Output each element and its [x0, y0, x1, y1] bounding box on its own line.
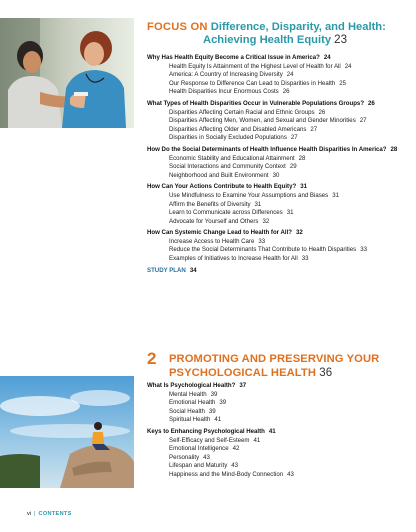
toc-subentry [147, 437, 407, 446]
toc-entry-text: Personality [169, 453, 200, 461]
toc-subentry [147, 246, 407, 255]
toc-entry-text: Keys to Enhancing Psychological Health [147, 427, 265, 435]
toc-page-number: 31 [286, 209, 294, 217]
toc-entry-text: Emotional Intelligence [169, 445, 229, 453]
toc-entry-text: Advocate for Yourself and Others [169, 217, 259, 225]
toc-page-number: 33 [301, 255, 309, 263]
toc-entry-text: How Can Your Actions Contribute to Health Equity? [147, 183, 297, 191]
toc-entry-text: Reduce the Social Determinants That Contribute to Health Disparities [169, 246, 357, 254]
toc-section-heading [147, 382, 407, 391]
toc-subentry [147, 80, 407, 89]
toc-subentry [147, 209, 407, 218]
toc-subentry [147, 255, 407, 264]
toc-subentry [147, 471, 407, 480]
toc-page-number: 25 [339, 79, 346, 87]
toc-page-number: 41 [214, 416, 222, 424]
toc-subentry [147, 391, 407, 400]
toc-page-number: 32 [296, 229, 303, 237]
toc-page-number: 42 [232, 445, 240, 453]
toc-entry-text: Use Mindfulness to Examine Your Assumptions and Biases [169, 191, 329, 199]
toc-subentry [147, 454, 407, 463]
study-plan-label: STUDY PLAN [147, 266, 186, 274]
toc-entry-text: Affirm the Benefits of Diversity [169, 200, 251, 208]
toc-subentry [147, 238, 407, 247]
toc-page-number: 31 [254, 200, 262, 208]
toc-page-number: 31 [300, 183, 307, 191]
footer-section: CONTENTS [38, 511, 72, 517]
toc-section-heading [147, 428, 407, 437]
nurse-patient-photo [0, 18, 134, 128]
toc-entry-text: What Types of Health Disparities Occur in Vulnerable Populations Groups? [147, 99, 365, 107]
toc-page-number: 26 [368, 99, 375, 107]
toc-page-number: 28 [298, 154, 306, 162]
chapter-title-line1: PROMOTING AND PRESERVING YOUR [169, 353, 380, 365]
toc-entry-text: Examples of Initiatives to Increase Health for All [169, 255, 298, 263]
toc-entry-text: Emotional Health [169, 399, 216, 407]
toc-page-number: 24 [344, 62, 352, 70]
toc-subentry [147, 399, 407, 408]
toc-page-number: 33 [360, 246, 367, 254]
toc-subentry [147, 88, 407, 97]
toc-page-number: 37 [239, 382, 247, 389]
toc-page-number: 28 [390, 145, 398, 153]
toc-page-number: 27 [290, 134, 298, 142]
study-plan-entry [147, 267, 407, 276]
toc-entry-text: Health Equity Is Attainment of the Highest Level of Health for All [169, 62, 341, 70]
toc-page-number: 31 [332, 191, 339, 199]
toc-entry-text: Mental Health [169, 390, 207, 398]
toc-subentry [147, 126, 407, 135]
toc-entry-text: Neighborhood and Built Environment [169, 171, 269, 179]
toc-entry-text: Self-Efficacy and Self-Esteem [169, 436, 250, 444]
toc-entry-text: Disparities in Socially Excluded Populations [169, 134, 287, 142]
toc-entry-text: How Can Systemic Change Lead to Health for All? [147, 229, 293, 237]
toc-section-heading [147, 54, 407, 63]
toc-subentry [147, 109, 407, 118]
study-plan-page-number: 34 [189, 266, 197, 274]
toc-section-heading [147, 229, 407, 238]
toc-subentry [147, 408, 407, 417]
toc-entry-text: How Do the Social Determinants of Health Influence Health Disparities In America? [147, 145, 387, 153]
focus-title-line1: Difference, Disparity, and Health: [210, 21, 386, 33]
toc-subentry [147, 117, 407, 126]
toc-entry-text: What Is Psychological Health? [147, 382, 236, 389]
focus-toc-list [147, 54, 407, 275]
toc-entry-text: America: A Country of Increasing Diversity [169, 71, 283, 79]
chapter-page-number: 36 [319, 366, 333, 379]
toc-subentry [147, 71, 407, 80]
focus-page-number: 23 [334, 34, 347, 46]
focus-title-line2: Achieving Health Equity [203, 34, 332, 46]
chapter-number: 2 [147, 349, 157, 368]
focus-label: FOCUS ON [147, 21, 208, 33]
toc-page-number: 43 [203, 453, 210, 461]
focus-section-heading [147, 21, 409, 47]
toc-page-number: 29 [289, 163, 297, 171]
footer-separator: | [34, 511, 36, 517]
toc-subentry [147, 155, 407, 164]
toc-page-number: 33 [258, 237, 266, 245]
page-footer [27, 510, 72, 518]
toc-page-number: 39 [210, 390, 218, 398]
toc-entry-text: Lifespan and Maturity [169, 462, 228, 470]
toc-page-number: 39 [219, 399, 227, 407]
toc-subentry [147, 163, 407, 172]
toc-section-heading [147, 100, 407, 109]
toc-subentry [147, 172, 407, 181]
toc-page-number: 41 [268, 427, 276, 435]
toc-page-number: 41 [253, 436, 261, 444]
toc-subentry [147, 201, 407, 210]
toc-page-number: 30 [272, 171, 280, 179]
toc-subentry [147, 445, 407, 454]
toc-page-number: 32 [262, 217, 270, 225]
toc-subentry [147, 134, 407, 143]
toc-page-number: 43 [231, 462, 239, 470]
toc-entry-text: Disparities Affecting Older and Disabled Americans [169, 125, 307, 133]
toc-entry-text: Happiness and the Mind-Body Connection [169, 470, 284, 478]
toc-entry-text: Our Response to Difference Can Lead to Disparities in Health [169, 79, 336, 87]
toc-page-number: 24 [286, 71, 294, 79]
toc-page-number: 24 [323, 54, 331, 61]
toc-entry-text: Increase Access to Health Care [169, 237, 255, 245]
toc-subentry [147, 63, 407, 72]
toc-entry-text: Social Interactions and Community Context [169, 163, 286, 171]
toc-entry-text: Social Health [169, 407, 205, 415]
toc-entry-text: Spiritual Health [169, 416, 211, 424]
toc-page-number: 39 [208, 407, 216, 415]
toc-subentry [147, 416, 407, 425]
toc-entry-text: Disparities Affecting Men, Women, and Sexual and Gender Minorities [169, 117, 356, 125]
page-folio: vi [27, 511, 32, 517]
toc-entry-text: Disparities Affecting Certain Racial and Ethnic Groups [169, 108, 315, 116]
toc-entry-text: Economic Stability and Educational Attainment [169, 154, 295, 162]
chapter-title-line2: PSYCHOLOGICAL HEALTH [169, 366, 317, 379]
toc-page-number: 26 [318, 108, 326, 116]
toc-page-number: 26 [282, 88, 290, 96]
toc-subentry [147, 192, 407, 201]
toc-section-heading [147, 183, 407, 192]
toc-page-number: 27 [359, 117, 367, 125]
toc-subentry [147, 462, 407, 471]
toc-subentry [147, 218, 407, 227]
toc-section-heading [147, 146, 407, 155]
toc-page-number: 43 [287, 470, 294, 478]
chapter-2-toc-list [147, 382, 407, 480]
toc-entry-text: Learn to Communicate across Differences [169, 209, 283, 217]
toc-entry-text: Why Has Health Equity Become a Critical Issue in America? [147, 54, 320, 61]
toc-page-number: 27 [310, 125, 318, 133]
person-on-rock-photo [0, 376, 134, 488]
toc-entry-text: Health Disparities Incur Enormous Costs [169, 88, 279, 96]
